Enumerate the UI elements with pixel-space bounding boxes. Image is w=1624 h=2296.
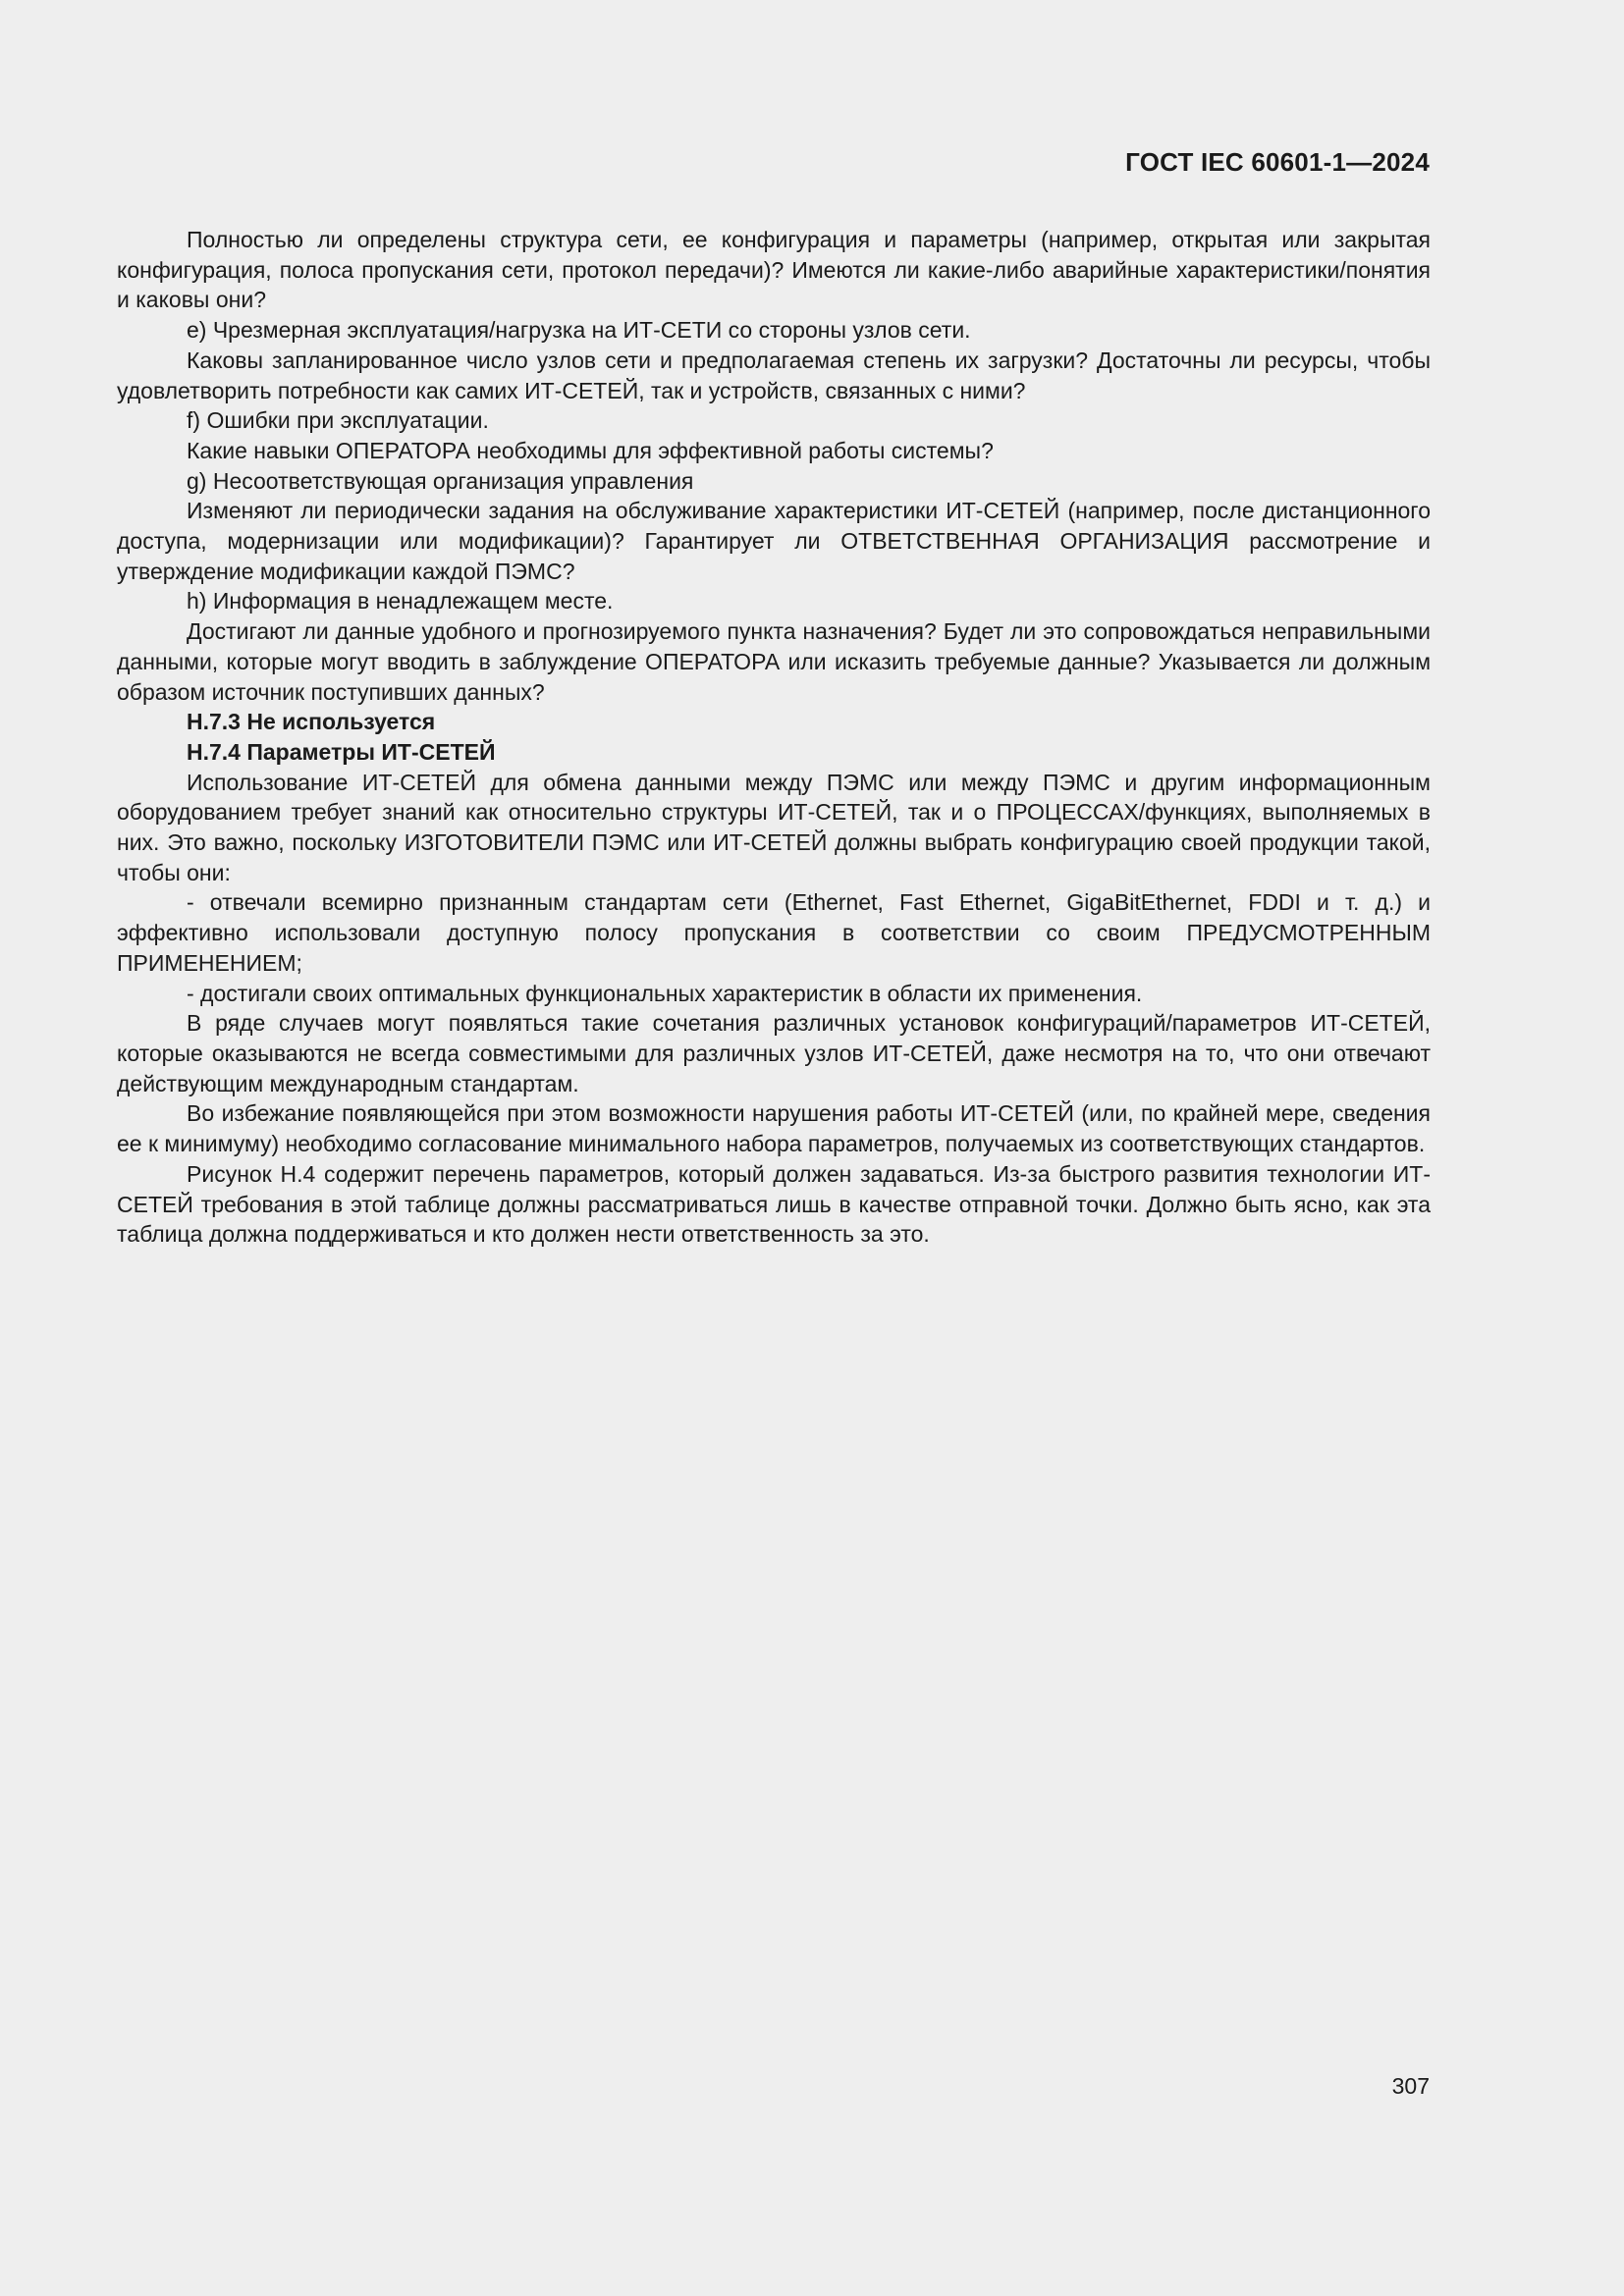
bullet-item-performance: - достигали своих оптимальных функциональных характеристик в области их применения. xyxy=(187,980,1143,1006)
paragraph-data-destination: Достигают ли данные удобного и прогнозируемого пункта назначения? Будет ли это сопровождаться неправильными данными, которые могут вводить в заблуждение ОПЕРАТОРА или исказить требуемые данные? Указывается ли должным образом источник поступивших данных? xyxy=(117,618,1431,705)
paragraph-compatibility: В ряде случаев могут появляться такие сочетания различных установок конфигураций/параметров ИТ-СЕТЕЙ, которые оказываются не всегда совместимыми для различных узлов ИТ-СЕТЕЙ, даже несмотря на то, что они отвечают действующим международным стандартам. xyxy=(117,1010,1431,1096)
list-item-e: e) Чрезмерная эксплуатация/нагрузка на ИТ-СЕТИ со стороны узлов сети. xyxy=(187,317,971,344)
list-item-h: h) Информация в ненадлежащем месте. xyxy=(187,588,614,614)
list-item-f: f) Ошибки при эксплуатации. xyxy=(187,407,489,434)
paragraph-it-network-usage: Использование ИТ-СЕТЕЙ для обмена данными между ПЭМС или между ПЭМС и другим информационным оборудованием требует знаний как относительно структуры ИТ-СЕТЕЙ, так и о ПРОЦЕССАХ/функциях, выполняемых в них. Это важно, поскольку ИЗГОТОВИТЕЛИ ПЭМС или ИТ-СЕТЕЙ должны выбрать конфигурацию своей продукции такой, чтобы они: xyxy=(117,769,1431,885)
paragraph-maintenance: Изменяют ли периодически задания на обслуживание характеристики ИТ-СЕТЕЙ (например, после дистанционного доступа, модернизации или модификации)? Гарантирует ли ОТВЕТСТВЕННАЯ ОРГАНИЗАЦИЯ рассмотрение и утверждение модификации каждой ПЭМС? xyxy=(117,498,1431,584)
paragraph-operator-skills: Какие навыки ОПЕРАТОРА необходимы для эффективной работы системы? xyxy=(187,437,994,463)
document-body xyxy=(117,225,1431,1250)
paragraph-network-structure: Полностью ли определены структура сети, ее конфигурация и параметры (например, открытая или закрытая конфигурация, полоса пропускания сети, протокол передачи)? Имеются ли какие-либо аварийные характеристики/понятия и каковы они? xyxy=(117,227,1431,313)
section-heading-h-7-4: H.7.4 Параметры ИТ-СЕТЕЙ xyxy=(187,738,496,765)
bullet-item-standards: - отвечали всемирно признанным стандартам сети (Ethernet, Fast Ethernet, GigaBitEthernet, FDDI и т. д.) и эффективно использовали доступную полосу пропускания в соответствии со своим ПРЕДУСМОТРЕННЫМ ПРИМЕНЕНИЕМ; xyxy=(117,889,1431,976)
paragraph-parameter-agreement: Во избежание появляющейся при этом возможности нарушения работы ИТ-СЕТЕЙ (или, по крайней мере, сведения ее к минимуму) необходимо согласование минимального набора параметров, получаемых из соответствующих стандартов. xyxy=(117,1100,1431,1157)
paragraph-figure-reference: Рисунок H.4 содержит перечень параметров, который должен задаваться. Из-за быстрого развития технологии ИТ-СЕТЕЙ требования в этой таблице должны рассматриваться лишь в качестве отправной точки. Должно быть ясно, как эта таблица должна поддерживаться и кто должен нести ответственность за это. xyxy=(117,1160,1431,1248)
section-heading-h-7-3: H.7.3 Не используется xyxy=(187,709,436,735)
paragraph-node-load: Каковы запланированное число узлов сети и предполагаемая степень их загрузки? Достаточны ли ресурсы, чтобы удовлетворить потребности как самих ИТ-СЕТЕЙ, так и устройств, связанных с ними? xyxy=(117,347,1431,403)
document-header: ГОСТ IEC 60601-1—2024 xyxy=(1125,147,1430,177)
list-item-g: g) Несоответствующая организация управления xyxy=(187,467,694,494)
page-number: 307 xyxy=(1391,2073,1430,2099)
